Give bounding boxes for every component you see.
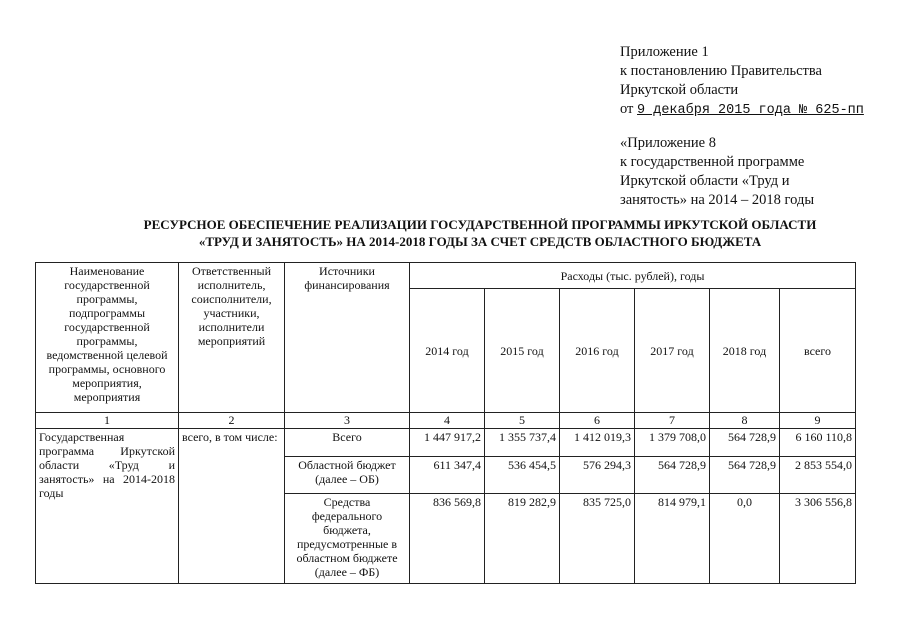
header-expenses: Расходы (тыс. рублей), годы bbox=[410, 263, 856, 289]
header-year: 2014 год bbox=[410, 289, 485, 413]
value-cell: 0,0 bbox=[710, 494, 780, 584]
source-cell: Областной бюджет (далее – ОБ) bbox=[285, 457, 410, 494]
value-cell: 564 728,9 bbox=[710, 457, 780, 494]
header-name: Наименование государственной программы, подпрограммы государственной программы, ведомственной целевой программы, основного мероприятия, мероприятия bbox=[36, 263, 179, 413]
value-cell: 819 282,9 bbox=[485, 494, 560, 584]
value-cell: 564 728,9 bbox=[635, 457, 710, 494]
value-cell: 1 355 737,4 bbox=[485, 429, 560, 457]
column-number: 2 bbox=[179, 413, 285, 429]
header-sources: Источники финансирования bbox=[285, 263, 410, 413]
appendix8-line: «Приложение 8 bbox=[620, 135, 716, 151]
header-year: 2015 год bbox=[485, 289, 560, 413]
column-number: 9 bbox=[780, 413, 856, 429]
document-title bbox=[60, 216, 900, 250]
header-executor: Ответственный исполнитель, соисполнители, участники, исполнители мероприятий bbox=[179, 263, 285, 413]
column-number: 4 bbox=[410, 413, 485, 429]
column-number: 6 bbox=[560, 413, 635, 429]
value-cell: 835 725,0 bbox=[560, 494, 635, 584]
appendix8-block bbox=[620, 134, 814, 210]
value-cell: 1 412 019,3 bbox=[560, 429, 635, 457]
table-row bbox=[36, 429, 856, 457]
value-cell: 836 569,8 bbox=[410, 494, 485, 584]
source-cell: Всего bbox=[285, 429, 410, 457]
header-total: всего bbox=[780, 289, 856, 413]
appendix8-line: к государственной программе bbox=[620, 154, 805, 170]
value-cell: 1 379 708,0 bbox=[635, 429, 710, 457]
value-cell: 611 347,4 bbox=[410, 457, 485, 494]
resource-table bbox=[35, 262, 856, 584]
value-cell: 1 447 917,2 bbox=[410, 429, 485, 457]
value-cell: 536 454,5 bbox=[485, 457, 560, 494]
executor-cell: всего, в том числе: bbox=[179, 429, 285, 584]
document-title-line: РЕСУРСНОЕ ОБЕСПЕЧЕНИЕ РЕАЛИЗАЦИИ ГОСУДАРСТВЕННОЙ ПРОГРАММЫ ИРКУТСКОЙ ОБЛАСТИ bbox=[143, 217, 817, 232]
appendix8-line: Иркутской области «Труд и bbox=[620, 173, 790, 189]
appendix-line: Приложение 1 bbox=[620, 44, 709, 60]
column-number: 8 bbox=[710, 413, 780, 429]
document-title-line: «ТРУД И ЗАНЯТОСТЬ» НА 2014-2018 ГОДЫ ЗА СЧЕТ СРЕДСТВ ОБЛАСТНОГО БЮДЖЕТА bbox=[198, 234, 762, 249]
column-number: 7 bbox=[635, 413, 710, 429]
appendix-line: к постановлению Правительства bbox=[620, 63, 822, 79]
appendix-date-value: 9 декабря 2015 года № 625-пп bbox=[637, 103, 864, 118]
column-number: 5 bbox=[485, 413, 560, 429]
appendix-block bbox=[620, 43, 864, 120]
value-cell: 576 294,3 bbox=[560, 457, 635, 494]
column-number: 1 bbox=[36, 413, 179, 429]
header-year: 2016 год bbox=[560, 289, 635, 413]
appendix8-line: занятость» на 2014 – 2018 годы bbox=[620, 192, 815, 208]
appendix-date-prefix: от bbox=[620, 101, 634, 117]
appendix-date-line bbox=[620, 100, 864, 120]
value-cell: 3 306 556,8 bbox=[780, 494, 856, 584]
column-number: 3 bbox=[285, 413, 410, 429]
program-name: Государственная программа Иркутской области «Труд и занятость» на 2014-2018 годы bbox=[36, 429, 179, 584]
value-cell: 564 728,9 bbox=[710, 429, 780, 457]
appendix-line: Иркутской области bbox=[620, 82, 739, 98]
value-cell: 2 853 554,0 bbox=[780, 457, 856, 494]
header-year: 2017 год bbox=[635, 289, 710, 413]
source-cell: Средства федерального бюджета, предусмотренные в областном бюджете (далее – ФБ) bbox=[285, 494, 410, 584]
value-cell: 6 160 110,8 bbox=[780, 429, 856, 457]
header-year: 2018 год bbox=[710, 289, 780, 413]
value-cell: 814 979,1 bbox=[635, 494, 710, 584]
